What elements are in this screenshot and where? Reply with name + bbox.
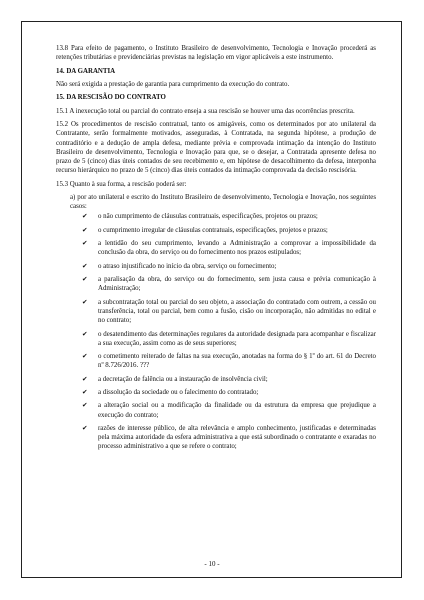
checkmark-icon: ✔ — [82, 297, 88, 306]
checkmark-icon: ✔ — [82, 374, 88, 383]
checkmark-icon: ✔ — [82, 261, 88, 270]
list-item: ✔ a lentidão do seu cumprimento, levando a Administração a comprovar a impossibilidade da conclusão da obra, do serviço ou do fornecimento nos prazos estipulados; — [82, 239, 376, 257]
list-item: ✔ a subcontratação total ou parcial do seu objeto, a associação do contratado com outrem, a cessão ou transferência, total ou parcial, bem como a fusão, cisão ou incorporação, não admitidas no edital e no contrato; — [82, 297, 376, 325]
heading-rescisao: 15. DA RESCISÃO DO CONTRATO — [56, 94, 166, 102]
paragraph-a: a) por ato unilateral e escrito do Instituto Brasileiro de desenvolvimento, Tecnologia e Inovação, nos seguintes casos: — [70, 193, 376, 211]
checkmark-icon: ✔ — [82, 424, 88, 433]
rescission-cases-list — [56, 212, 376, 451]
list-item: ✔ o cumprimento irregular de cláusulas contratuais, especificações, projetos e prazos; — [82, 225, 328, 234]
heading-garantia: 14. DA GARANTIA — [56, 67, 116, 75]
list-item: ✔ o desatendimento das determinações regulares da autoridade designada para acompanhar e fiscalizar a sua execução, assim como as de seus superiores; — [82, 329, 376, 347]
list-item: ✔ a paralisação da obra, do serviço ou do fornecimento, sem justa causa e prévia comunicação à Administração; — [82, 275, 376, 293]
paragraph-14: Não será exigida a prestação de garantia para cumprimento da execução do contrato. — [56, 80, 290, 88]
checkmark-icon: ✔ — [82, 212, 88, 221]
list-item: ✔ a alteração social ou a modificação da finalidade ou da estrutura da empresa que prejudique a execução do contrato; — [82, 401, 376, 419]
checkmark-icon: ✔ — [82, 352, 88, 361]
list-item: ✔ o cometimento reiterado de faltas na sua execução, anotadas na forma do § 1º do art. 61 do Decreto nº 8.726/2016. ??? — [82, 352, 376, 370]
checkmark-icon: ✔ — [82, 388, 88, 397]
list-item: ✔ o não cumprimento de cláusulas contratuais, especificações, projetos ou prazos; — [82, 212, 318, 221]
checkmark-icon: ✔ — [82, 401, 88, 410]
page-number: - 10 - — [204, 560, 220, 568]
list-item: ✔ razões de interesse público, de alta relevância e amplo conhecimento, justificadas e determinadas pela máxima autoridade da esfera administrativa a que está subordinado o contratante e exaradas no processo administrativo a que se refere o contrato; — [82, 424, 376, 451]
list-item: ✔ a decretação de falência ou a instauração de insolvência civil; — [82, 374, 268, 383]
checkmark-icon: ✔ — [82, 239, 88, 248]
paragraph-15-3: 15.3 Quanto à sua forma, a rescisão poderá ser: — [56, 180, 187, 188]
document-body — [56, 44, 376, 456]
checkmark-icon: ✔ — [82, 329, 88, 338]
paragraph-15-2: 15.2 Os procedimentos de rescisão contratual, tanto os amigáveis, como os determinados por ato unilateral da Contratante, serão formalmente motivados, asseguradas, à Contratada, na segunda hipótese, a produção de contraditório e a dedução de ampla defesa, mediante prévia e comprovada intimação da intenção do Instituto Brasileiro de desenvolvimento, Tecnologia e Inovação para que, se o desejar, a Contratada apresente defesa no prazo de 5 (cinco) dias úteis contados de seu recebimento e, em hipótese de desacolhimento da defesa, interponha recurso hierárquico no prazo de 5 (cinco) dias úteis contados da intimação comprovada da decisão rescisória. — [56, 121, 376, 175]
paragraph-13-8: 13.8 Para efeito de pagamento, o Instituto Brasileiro de desenvolvimento, Tecnologia e Inovação procederá as retenções tributárias e previdenciárias previstas na legislação em vigor aplicáveis a este instrumento. — [56, 45, 376, 62]
checkmark-icon: ✔ — [82, 275, 88, 284]
paragraph-15-1: 15.1 A inexecução total ou parcial do contrato enseja a sua rescisão se houver uma das ocorrências prescrita. — [56, 107, 355, 115]
list-item: ✔ a dissolução da sociedade ou o falecimento do contratado; — [82, 388, 259, 397]
list-item: ✔ o atraso injustificado no início da obra, serviço ou fornecimento; — [82, 261, 277, 270]
checkmark-icon: ✔ — [82, 225, 88, 234]
